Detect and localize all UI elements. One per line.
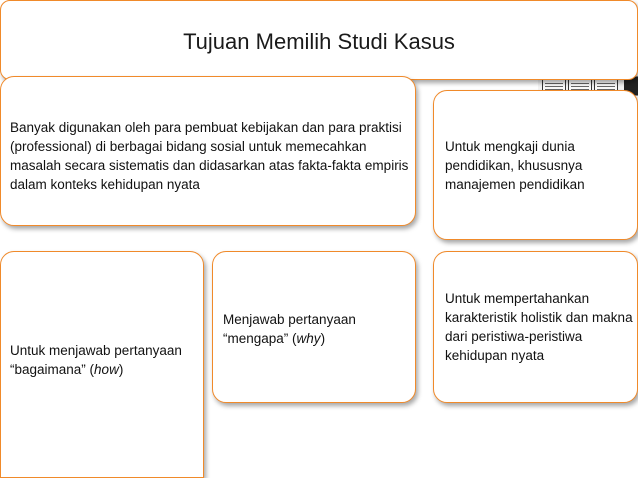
page-title: Tujuan Memilih Studi Kasus <box>183 29 455 54</box>
why-text-suffix: ) <box>320 331 326 346</box>
why-text-em: why <box>296 331 321 346</box>
box-holistic-text: Untuk mempertahankan karakteristik holistik dan makna dari peristiwa-peristiwa kehidupan nyata <box>445 291 633 363</box>
box-education-study <box>433 90 638 240</box>
box-why-question <box>212 251 416 403</box>
box-why-question-text <box>223 310 408 348</box>
box-holistic <box>433 251 638 403</box>
title-box <box>0 0 638 80</box>
how-text-prefix: Untuk menjawab pertanyaan “bagaimana” ( <box>10 343 182 377</box>
how-text-suffix: ) <box>118 362 124 377</box>
box-policy-makers <box>0 76 416 226</box>
box-how-question-text <box>10 341 185 379</box>
why-text-prefix: Menjawab pertanyaan “mengapa” ( <box>223 312 356 346</box>
box-education-study-text: Untuk mengkaji dunia pendidikan, khususnya manajemen pendidikan <box>445 139 585 192</box>
box-how-question <box>0 251 204 478</box>
how-text-em: how <box>94 362 119 377</box>
box-policy-makers-text: Banyak digunakan oleh para pembuat kebijakan dan para praktisi (professional) di berbagai bidang sosial untuk memecahkan masalah secara sistematis dan didasarkan atas fakta-fakta empiris dalam konteks kehidupan nyata <box>10 120 409 192</box>
